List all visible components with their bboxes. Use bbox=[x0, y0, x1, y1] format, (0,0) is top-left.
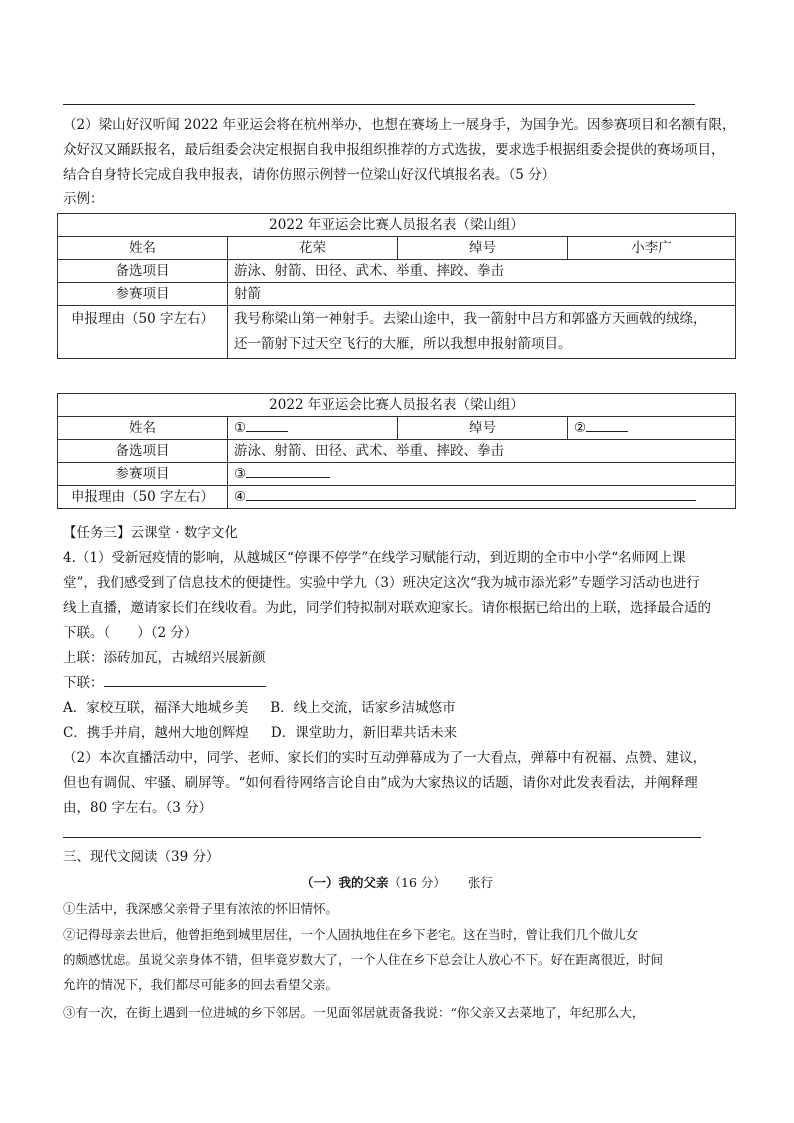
event-blank-cell bbox=[228, 463, 736, 486]
option-c[interactable]: C．携手并肩，越州大地创辉煌 bbox=[63, 725, 249, 741]
nickname-blank-cell bbox=[568, 417, 736, 440]
option-a[interactable]: A．家校互联，福泽大地城乡美 bbox=[63, 700, 249, 716]
blank-marker-1: ① bbox=[234, 420, 247, 436]
para-3-line-1: ③有一次，在街上遇到一位进城的乡下邻居。一见面邻居就责备我说：“你父亲又去菜地了，年纪那么大， bbox=[63, 1005, 645, 1020]
q2-line-3: 结合自身特长完成自我申报表，请你仿照示例替一位梁山好汉代填报名表。（5 分） bbox=[63, 167, 556, 183]
blank-marker-2: ② bbox=[574, 420, 587, 436]
event-value: 射箭 bbox=[228, 283, 736, 306]
options-row-1 bbox=[63, 696, 743, 721]
blank-registration-table bbox=[57, 393, 736, 509]
event-label: 参赛项目 bbox=[58, 283, 228, 306]
nickname-value: 小李广 bbox=[568, 237, 736, 260]
name-answer-line[interactable] bbox=[246, 417, 288, 432]
table-row bbox=[58, 283, 736, 306]
name-label: 姓名 bbox=[58, 417, 228, 440]
reason-blank-cell bbox=[228, 486, 736, 509]
options-label: 备选项目 bbox=[58, 440, 228, 463]
upper-couplet: 上联：添砖加瓦，古城绍兴展新颜 bbox=[63, 650, 266, 666]
example-table-title: 2022 年亚运会比赛人员报名表（梁山组） bbox=[58, 214, 736, 237]
options-row-2 bbox=[63, 721, 743, 746]
nickname-answer-line[interactable] bbox=[586, 417, 628, 432]
nickname-label: 绰号 bbox=[398, 237, 568, 260]
lower-couplet-answer-line[interactable] bbox=[104, 672, 266, 687]
blank-marker-4: ④ bbox=[234, 489, 247, 505]
q4-line-3: 线上直播，邀请家长们在线收看。为此，同学们特拟制对联欢迎家长。请你根据已给出的上联，选择最合适的 bbox=[63, 600, 711, 616]
table-row bbox=[58, 417, 736, 440]
reason-value bbox=[228, 306, 736, 359]
example-label: 示例： bbox=[63, 191, 104, 207]
section3-heading: 三、现代文阅读（39 分） bbox=[63, 849, 220, 865]
answer-line[interactable] bbox=[63, 837, 701, 838]
q2-line-2: 众好汉又踊跃报名，最后组委会决定根据自我申报组织推荐的方式选拔，要求选手根据组委会提供的赛场项目， bbox=[63, 142, 725, 158]
q4b-line-2: 但也有调侃、牢骚、刷屏等。“如何看待网络言论自由”成为大家热议的话题，请你对此发表看法，并阐释理 bbox=[63, 775, 698, 791]
example-registration-table bbox=[57, 213, 736, 359]
para-2-line-1: ②记得母亲去世后，他曾拒绝到城里居住，一个人固执地住在乡下老宅。这在当时，曾让我们几个做儿女 bbox=[63, 927, 639, 942]
article-title-row bbox=[100, 870, 694, 895]
nickname-label: 绰号 bbox=[398, 417, 568, 440]
reason-line-1: 我号称梁山第一神射手。去梁山途中，我一箭射中吕方和郭盛方天画戟的绒绦， bbox=[234, 311, 707, 327]
para-2-line-2: 的颇感忧虑。虽说父亲身体不错，但毕竟岁数大了，一个人住在乡下总会让人放心不下。好在距离很近，时间 bbox=[63, 952, 664, 967]
blank-table-title: 2022 年亚运会比赛人员报名表（梁山组） bbox=[58, 394, 736, 417]
reason-line-2: 还一箭射下过天空飞行的大雁，所以我想申报射箭项目。 bbox=[234, 336, 572, 352]
article-points: （16 分） bbox=[388, 875, 446, 890]
top-divider bbox=[63, 104, 695, 105]
table-row bbox=[58, 463, 736, 486]
options-value: 游泳、射箭、田径、武术、举重、摔跤、拳击 bbox=[228, 260, 736, 283]
table-row bbox=[58, 214, 736, 237]
task3-heading: 【任务三】云课堂 · 数字文化 bbox=[63, 525, 238, 541]
q4-line-2: 堂”，我们感受到了信息技术的便捷性。实验中学九（3）班决定这次“我为城市添光彩”专题学习活动也进行 bbox=[63, 575, 700, 591]
name-label: 姓名 bbox=[58, 237, 228, 260]
option-d[interactable]: D．课堂助力，新旧辈共话未来 bbox=[270, 725, 458, 741]
name-value: 花荣 bbox=[228, 237, 398, 260]
table-row bbox=[58, 306, 736, 359]
table-row bbox=[58, 440, 736, 463]
lower-couplet bbox=[63, 671, 743, 696]
table-row bbox=[58, 394, 736, 417]
q4b-line-3: 由，80 字左右。（3 分） bbox=[63, 800, 213, 816]
table-row bbox=[58, 486, 736, 509]
table-row bbox=[58, 237, 736, 260]
event-label: 参赛项目 bbox=[58, 463, 228, 486]
reason-answer-line[interactable] bbox=[246, 486, 696, 501]
reason-label: 申报理由（50 字左右） bbox=[58, 486, 228, 509]
para-2-line-3: 允许的情况下，我们都尽可能多的回去看望父亲。 bbox=[63, 977, 339, 992]
q2-line-1: （2）梁山好汉听闻 2022 年亚运会将在杭州举办，也想在赛场上一展身手，为国争光。因参赛项目和名额有限， bbox=[63, 117, 736, 133]
q4b-line-1: （2）本次直播活动中，同学、老师、家长们的实时互动弹幕成为了一大看点，弹幕中有祝福、点赞、建议， bbox=[63, 750, 707, 766]
para-1: ①生活中，我深感父亲骨子里有浓浓的怀旧情怀。 bbox=[63, 901, 339, 916]
options-label: 备选项目 bbox=[58, 260, 228, 283]
options-value: 游泳、射箭、田径、武术、举重、摔跤、拳击 bbox=[228, 440, 736, 463]
article-author: 张行 bbox=[467, 875, 493, 890]
q4-line-4: 下联。（ ）（2 分） bbox=[63, 625, 198, 641]
article-title: （一）我的父亲 bbox=[301, 875, 389, 890]
event-answer-line[interactable] bbox=[246, 463, 330, 478]
q4-line-1: 4.（1）受新冠疫情的影响，从越城区“停课不停学”在线学习赋能行动，到近期的全市中小学“名师网上课 bbox=[63, 550, 686, 566]
name-blank-cell bbox=[228, 417, 398, 440]
blank-marker-3: ③ bbox=[234, 466, 247, 482]
reason-label: 申报理由（50 字左右） bbox=[58, 306, 228, 359]
option-b[interactable]: B．线上交流，话家乡洁城悠市 bbox=[270, 700, 456, 716]
table-row bbox=[58, 260, 736, 283]
lower-couplet-label: 下联： bbox=[63, 675, 104, 691]
